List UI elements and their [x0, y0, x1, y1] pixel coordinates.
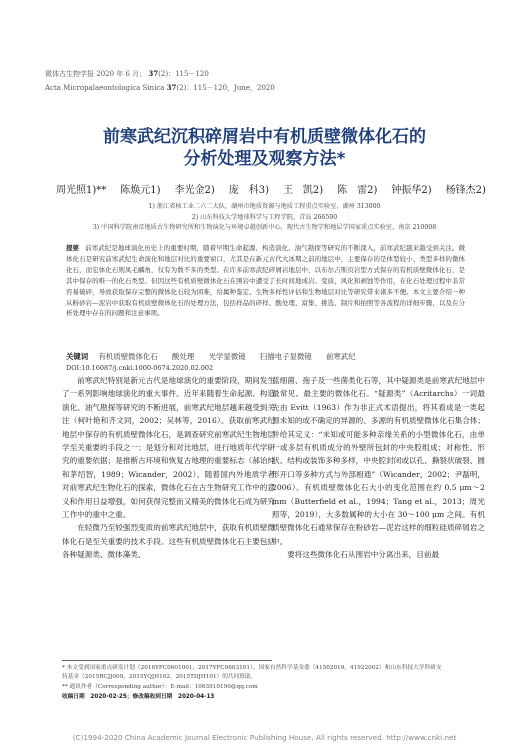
author: 杨锋杰2) — [445, 185, 486, 196]
footnote-funding: * 本文受到国家重点研发计划（2016YFC0601001，2017YFC0603101）、国家自然科学基金委（41502019，41922002）和山东科技大学科研支 — [62, 665, 442, 671]
author: 陈 雷2) — [337, 185, 378, 196]
footnote-corresponding-author: ** 通讯作者（Corresponding author）：E-mail：1063910190@qq.com — [62, 684, 258, 690]
affiliation: 2) 山东科技大学地球科学与工程学院，青岛 266590 — [191, 214, 338, 221]
author: 周光照1)** — [56, 185, 107, 196]
body-paragraph: 在轻微乃至较强烈变质的前寒武纪地层中，获取有机质壁微体化石是至关重要的技术手段。这些有机质壁微体化石主要包括各种疑源类、微体藻类、 — [62, 523, 275, 560]
keywords — [66, 351, 466, 362]
copyright-footer: (C)1994-2020 China Academic Journal Electronic Publishing House. All rights reserved. http://www.cnki.net — [72, 733, 457, 742]
journal-header-en: Acta Micropalaeontologica Sinica 37(2)：115－120，June，2020 — [45, 83, 275, 92]
author-list — [56, 184, 486, 198]
footnote-dates: 收稿日期 2020-02-25；修改稿收到日期 2020-04-13 — [62, 694, 215, 700]
keywords-label: 关键词 — [66, 352, 89, 361]
author: 王 凯2) — [282, 185, 324, 196]
keyword: 扫描电子显微镜 — [259, 352, 312, 361]
body-column-right — [272, 374, 485, 682]
doi[interactable]: DOI:10.16087/j.cnki.1000-0674.2020.02.002 — [66, 364, 214, 372]
keyword: 有机质壁微体化石 — [98, 352, 158, 361]
body-paragraph: 要将这些微体化石从围岩中分离出来，目前最 — [287, 550, 440, 560]
article-title-line-2: 分析处理及观察方法* — [183, 149, 346, 169]
journal-header-cn: 微体古生物学报 2020 年 6 月； 37(2)：115－120 — [45, 69, 209, 78]
body-paragraph: 蓝细菌、孢子及一些菌类化石等，其中疑源类是前寒武纪地层中最常见、最主要的微体化石。“疑源类”（Acritarchs）一词最先由 Evitt（1963）作为非正式术语提出，将其看成是一类起源未知的或不确定的异源的、多源的有机质壁微体化石集合体；并给其定义：“未知或可能多种亲缘关系的小型微体化石，由单一或多层有机质成分的外壁所包封的中央腔组成；对称性、形状、结构或装饰多种多样，中央腔封闭或以孔、撕裂状破裂、圆形开口等多种方式与外部相通”（Wicander，2002；尹磊明，2006）。有机质壁微体化石大小的变化范围在约 0.5 μm～2 mm（Butterfield et al.，1994；Tang et al.，2013；周光照等，2019），大多数属种的大小在 30～100 μm 之间。有机质壁微体化石通常保存在粉砂岩—泥岩这样的细粒硅质碎屑岩之中。 — [272, 376, 485, 546]
article-title-line-1: 前寒武纪沉积碎屑岩中有机质壁微体化石的 — [103, 127, 426, 147]
author: 庞 科3) — [228, 185, 269, 196]
keyword: 前寒武纪 — [326, 352, 356, 361]
keyword: 光学显微镜 — [208, 352, 246, 361]
body-paragraph: 前寒武纪特别是新元古代是地球演化的重要阶段，期间发生了一系列影响地球演化的重大事件。近年来随着生命起源、构造演化、油气勘探等研究的不断进展，前寒武纪地层越来越受到关注（柯叶艳和齐文同，2002；吴林等，2016）。获取前寒武纪地层中保存的有机质壁微体化石，是调查研究前寒武纪生物地层学至关重要的手段之一；是划分和对比地层，进行地质年代学研究的重要依据；是推断古环境和恢复古地理的重要标志（郝诒纯和茅绍智，1989；Wicander，2002）。随着国内外地质学者对前寒武纪生物化石的探索，微体化石在古生物研究工作中的意义和作用日益增强，如何获得完整而又精美的微体化石成为研究工作中的重中之重。 — [62, 376, 275, 520]
keyword: 酸处理 — [172, 352, 195, 361]
abstract-label: 提要 — [66, 244, 80, 252]
affiliation: 3) 中国科学院南京地质古生物研究所和生物演化与环境卓越创新中心，现代古生物学和地层学国家重点实验室，南京 210008 — [92, 224, 437, 231]
footnote-divider — [62, 660, 272, 661]
abstract-text: 前寒武纪是地球演化历史上的重要时期，随着早期生命起源、构造演化、油气勘探等研究的不断深入，前寒武纪越来越受到关注。微体化石是研究前寒武纪生命演化和地层对比的重要窗口，尤其是在新元古代大冰期之前的地层中，主要保存的是体型较小、类型多样的微体化石，而宏体化石则凤毛麟角，仅有为数不多的类型。在许多前寒武纪碎屑岩地层中，以布尔吉斯页岩型方式保存的有机质壁微体化石，是其中保存的唯一的化石类型。但因这些有机质壁微体化石在围岩中遭受了长时间地成岩、变质、风化和剥蚀等作用，在化石处理过程中非常容易破碎，导致获取保存完整的微体化石较为困难，给属种鉴定、生物多样性评估和生物地层对比等研究带来诸多不便。本文主要介绍一种从粉砂岩—泥岩中获取有机质壁微体化石的处理方法，包括样品的碎样、酸处理、富集、挑选、制片和拍照等各流程的详细步骤，以及在分析处理中存在的问题和注意事项。 — [66, 244, 466, 318]
body-column-left — [62, 374, 275, 657]
abstract — [66, 243, 465, 319]
affiliation: 1) 浙江省核工业二六二大队，湖州市地质资源与地质工程重点实验室，湖州 313000 — [148, 203, 381, 210]
author: 钟振华2) — [391, 185, 432, 196]
author: 陈焕元1) — [120, 185, 161, 196]
footnote-funding-cont: 持基金（2015RCJJ009，2015YQJH102，2015TDJH101）的共同资助。 — [62, 674, 257, 680]
journal-header — [45, 67, 275, 95]
author: 李光金2) — [174, 185, 215, 196]
